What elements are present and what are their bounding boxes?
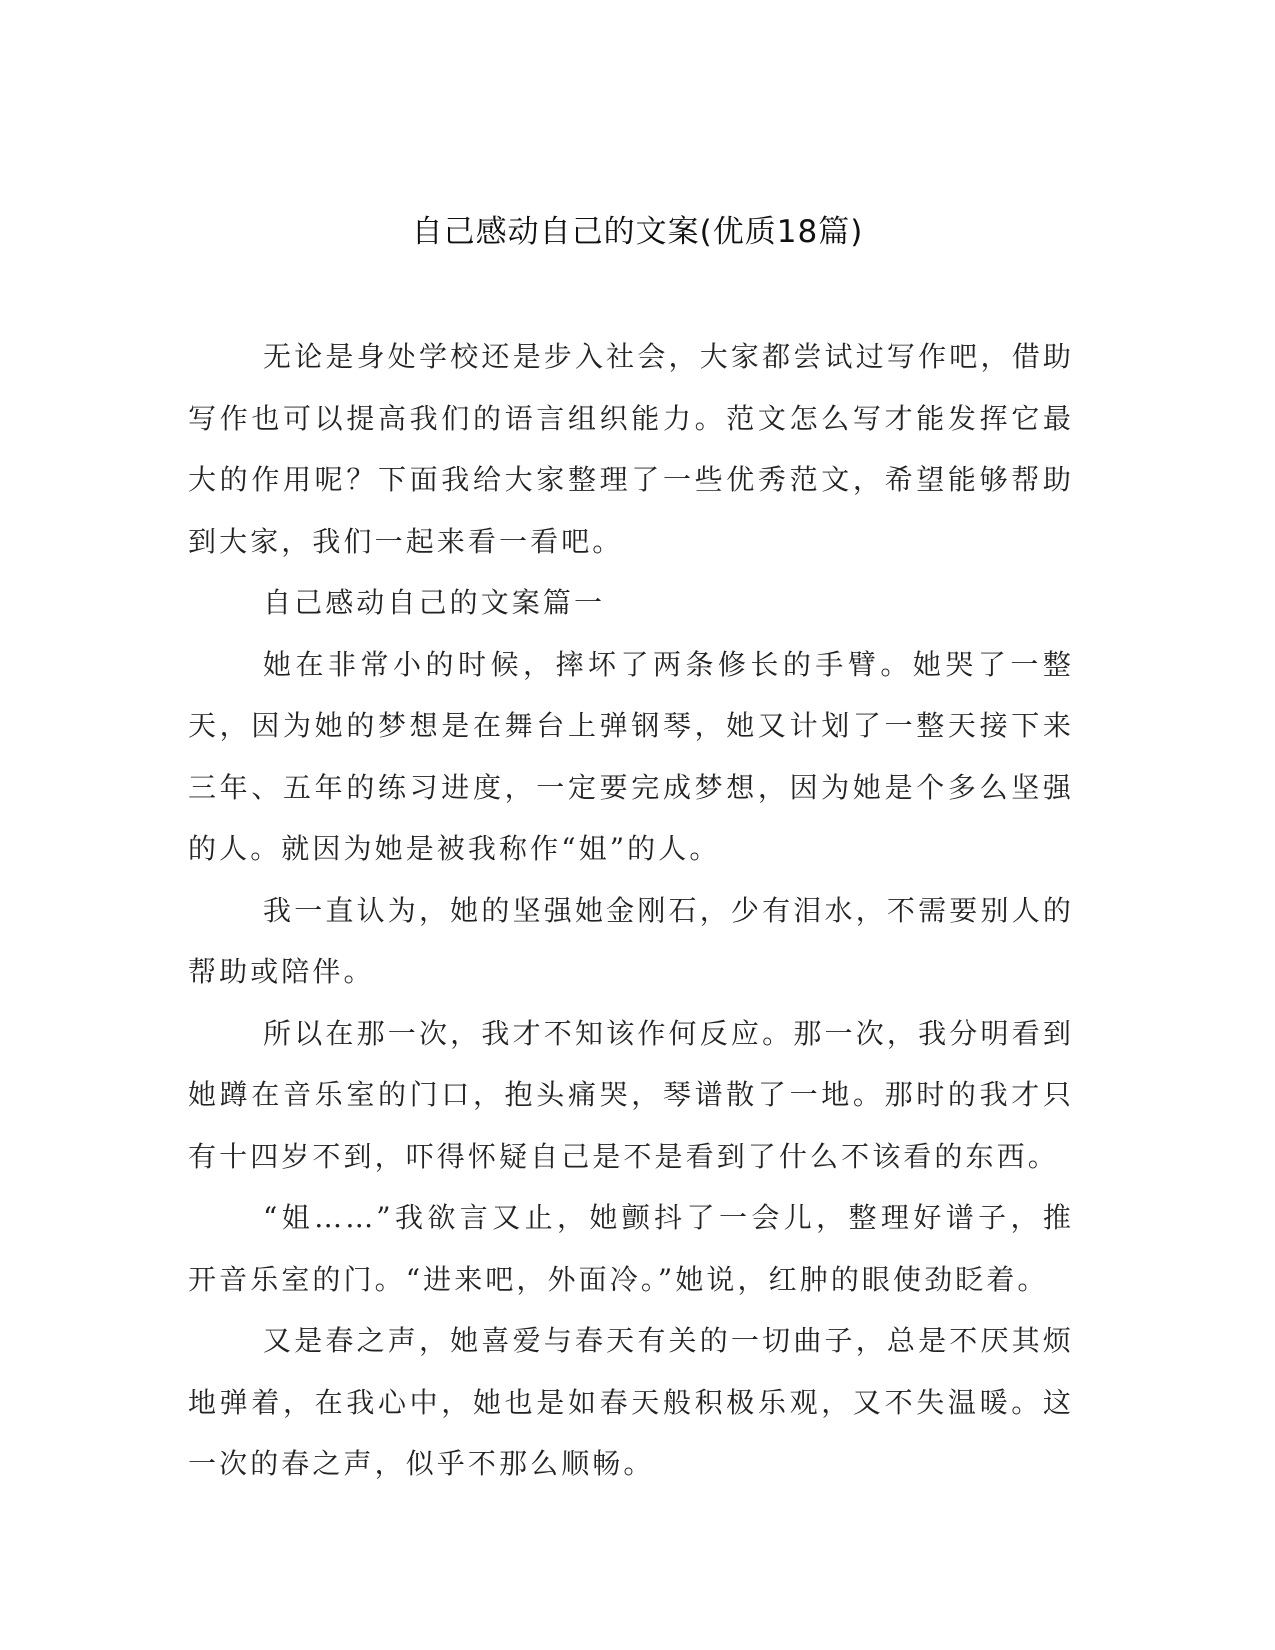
body-paragraph: 所以在那一次，我才不知该作何反应。那一次，我分明看到她蹲在音乐室的门口，抱头痛哭，琴谱散了一地。那时的我才只有十四岁不到，吓得怀疑自己是不是看到了什么不该看的东西。 xyxy=(188,1016,1074,1173)
document-body xyxy=(188,326,1074,1495)
body-paragraph: “姐……”我欲言又止，她颤抖了一会儿，整理好谱子，推开音乐室的门。“进来吧，外面冷。”她说，红肿的眼使劲眨着。 xyxy=(188,1201,1074,1296)
intro-paragraph: 无论是身处学校还是步入社会，大家都尝试过写作吧，借助写作也可以提高我们的语言组织能力。范文怎么写才能发挥它最大的作用呢？下面我给大家整理了一些优秀范文，希望能够帮助到大家，我们一起来看一看吧。 xyxy=(188,340,1074,558)
body-paragraph: 又是春之声，她喜爱与春天有关的一切曲子，总是不厌其烦地弹着，在我心中，她也是如春天般积极乐观，又不失温暖。这一次的春之声，似乎不那么顺畅。 xyxy=(188,1324,1074,1480)
document-title: 自己感动自己的文案(优质18篇) xyxy=(411,214,864,250)
body-paragraph: 她在非常小的时候，摔坏了两条修长的手臂。她哭了一整天，因为她的梦想是在舞台上弹钢琴，她又计划了一整天接下来三年、五年的练习进度，一定要完成梦想，因为她是个多么坚强的人。就因为她是被我称作“姐”的人。 xyxy=(188,647,1074,865)
section-heading: 自己感动自己的文案篇一 xyxy=(263,586,606,619)
body-paragraph: 我一直认为，她的坚强她金刚石，少有泪水，不需要别人的帮助或陪伴。 xyxy=(188,893,1074,988)
